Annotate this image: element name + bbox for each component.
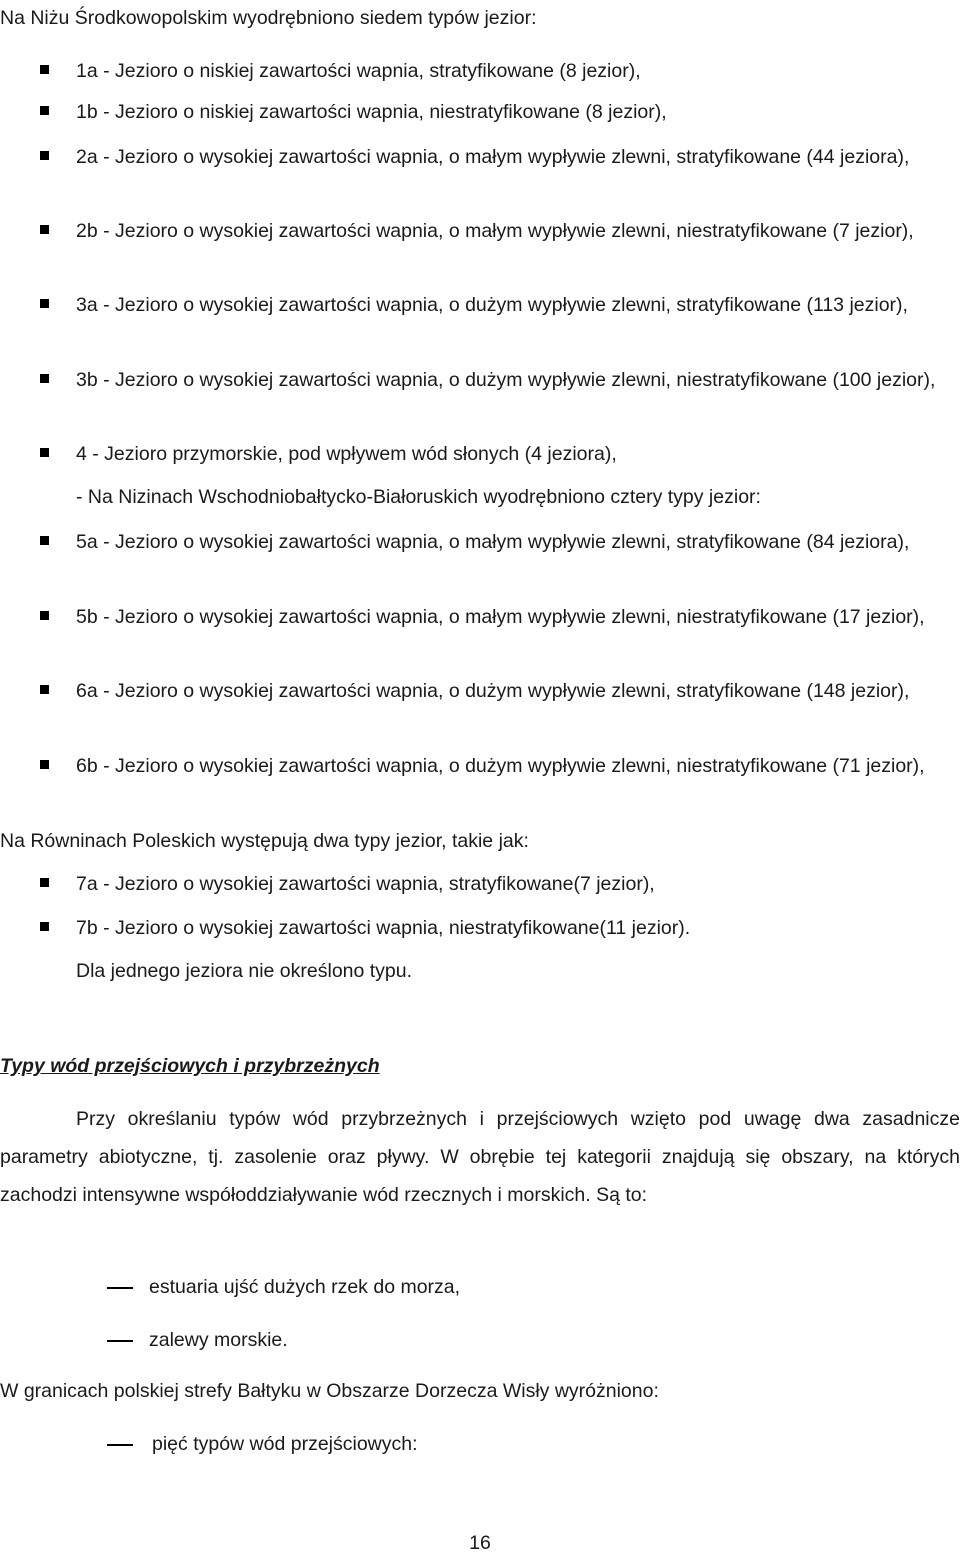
body-paragraph: Przy określaniu typów wód przybrzeżnych i przejściowych wzięto pod uwagę dwa zasadnicze parametry abiotyczne, tj. zasolenie oraz pływy. W obrębie tej kategorii znajdują się obszary, na których zachodzi intensywne współoddziaływanie wód rzecznych i morskich. Są to:: [0, 1108, 960, 1206]
note-untyped-lake: Dla jednego jeziora nie określono typu.: [76, 960, 413, 982]
square-bullet-icon: [40, 225, 49, 234]
dash-bullet-icon: [107, 1444, 133, 1446]
square-bullet-icon: [40, 299, 49, 308]
square-bullet-icon: [40, 611, 49, 620]
section-heading: Typy wód przejściowych i przybrzeżnych: [0, 1055, 380, 1077]
intro-rowninach-poleskich: Na Równinach Poleskich występują dwa typy jezior, takie jak:: [0, 830, 529, 852]
square-bullet-icon: [40, 448, 49, 457]
square-bullet-icon: [40, 65, 49, 74]
square-bullet-icon: [40, 878, 49, 887]
intro-granicach-baltyku: W granicach polskiej strefy Bałtyku w Obszarze Dorzecza Wisły wyróżniono:: [0, 1380, 659, 1402]
square-bullet-icon: [40, 536, 49, 545]
square-bullet-icon: [40, 685, 49, 694]
dash-bullet-icon: [107, 1340, 133, 1342]
page-number: 16: [469, 1532, 491, 1554]
square-bullet-icon: [40, 374, 49, 383]
document-page: Na Niżu Środkowopolskim wyodrębniono siedem typów jezior: 1a - Jezioro o niskiej zawartości wapnia, stratyfikowane (8 jezior), 1b - Jezioro o niskiej zawartości wapnia, niestratyfikowane (8 jezior), 2a - Jezioro o wysokiej zawartości wapnia, o małym wypływie zlewni, stratyfikowane (44 jeziora), 2b - Jezioro o wysokiej zawartości wapnia, o małym wypływie zlewni, niestratyfikowane (7 jezior), 3a - Jezioro o wysokiej zawartości wapnia, o dużym wypływie zlewni, stratyfikowane (113 jezior), 3b - Jezioro o wysokiej zawartości wapnia, o dużym wypływie zlewni, niestratyfikowane (100 jezior), 4 - Jezioro przymorskie, pod wpływem wód słonych (4 jeziora), - Na Nizinach Wschodniobałtycko-Białoruskich wyodrębniono cztery typy jezior: 5a - Jezioro o wysokiej zawartości wapnia, o małym wypływie zlewni, stratyfikowane (84 jeziora), 5b - Jezioro o wysokiej zawartości wapnia, o małym wypływie zlewni, niestratyfikowane (17 jezior), 6a - Jezioro o wysokiej zawartości wapnia, o dużym wypływie zlewni, stratyfikowane (148 jezior), 6b - Jezioro o wysokiej zawartości wapnia, o dużym wypływie zlewni, niestratyfikowane (71 jezior), Na Równinach Poleskich występują dwa typy jezior, takie jak: 7a - Jezioro o wysokiej zawartości wapnia, stratyfikowane(7 jezior), 7b - Jezioro o wysokiej zawartości wapnia, niestratyfikowane(11 jezior). Dla jednego jeziora nie określono typu. Typy wód przejściowych i przybrzeżnych Przy określaniu typów wód przybrzeżnych i przejściowych wzięto pod uwagę dwa zasadnicze parametry abiotyczne, tj. zasolenie oraz pływy. W obrębie tej kategorii znajdują się obszary, na których zachodzi intensywne współoddziaływanie wód rzecznych i morskich. Są to: estuaria ujść dużych rzek do morza, zalewy morskie. W granicach polskiej strefy Bałtyku w Obszarze Dorzecza Wisły wyróżniono: pięć typów wód przejściowych: 16: [0, 0, 960, 1554]
square-bullet-icon: [40, 106, 49, 115]
intro-nizu-srodkowopolskim: Na Niżu Środkowopolskim wyodrębniono siedem typów jezior:: [0, 7, 537, 29]
square-bullet-icon: [40, 151, 49, 160]
dash-bullet-icon: [107, 1287, 133, 1289]
square-bullet-icon: [40, 922, 49, 931]
square-bullet-icon: [40, 760, 49, 769]
intro-nizinach-wschodniobaltycko: - Na Nizinach Wschodniobałtycko-Białoruskich wyodrębniono cztery typy jezior:: [76, 486, 761, 508]
